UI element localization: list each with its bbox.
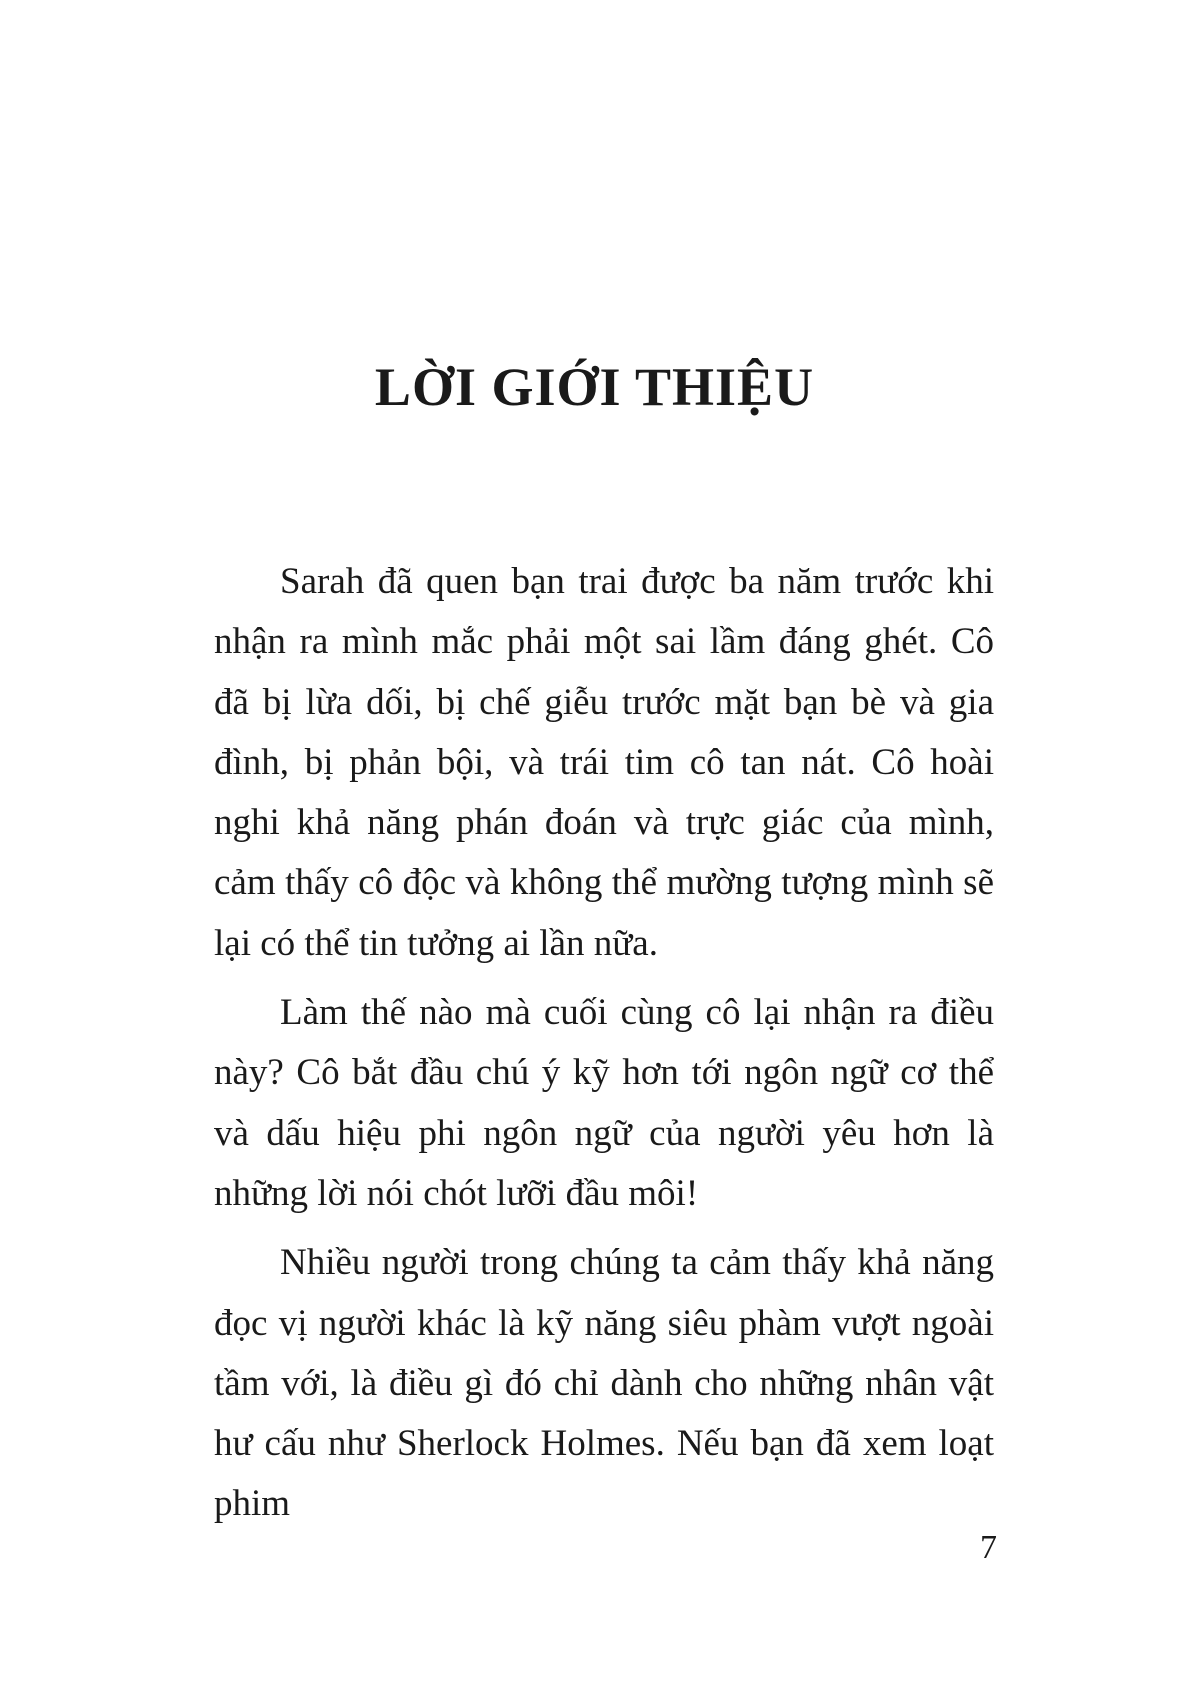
chapter-title: LỜI GIỚI THIỆU — [374, 357, 815, 417]
page-number: 7 — [980, 1529, 997, 1566]
paragraph-2: Làm thế nào mà cuối cùng cô lại nhận ra điều này? Cô bắt đầu chú ý kỹ hơn tới ngôn ngữ cơ thể và dấu hiệu phi ngôn ngữ của người yêu hơn là những lời nói chót lưỡi đầu môi! — [214, 992, 994, 1214]
paragraph-3: Nhiều người trong chúng ta cảm thấy khả năng đọc vị người khác là kỹ năng siêu phàm vượt ngoài tầm với, là điều gì đó chỉ dành cho những nhân vật hư cấu như Sherlock Holmes. Nếu bạn đã xem loạt phim — [214, 1242, 994, 1525]
paragraph-1: Sarah đã quen bạn trai được ba năm trước khi nhận ra mình mắc phải một sai lầm đáng ghét. Cô đã bị lừa dối, bị chế giễu trước mặt bạn bè và gia đình, bị phản bội, và trái tim cô tan nát. Cô hoài nghi khả năng phán đoán và trực giác của mình, cảm thấy cô độc và không thể mường tượng mình sẽ lại có thể tin tưởng ai lần nữa. — [214, 561, 994, 964]
body-text — [214, 552, 994, 1544]
